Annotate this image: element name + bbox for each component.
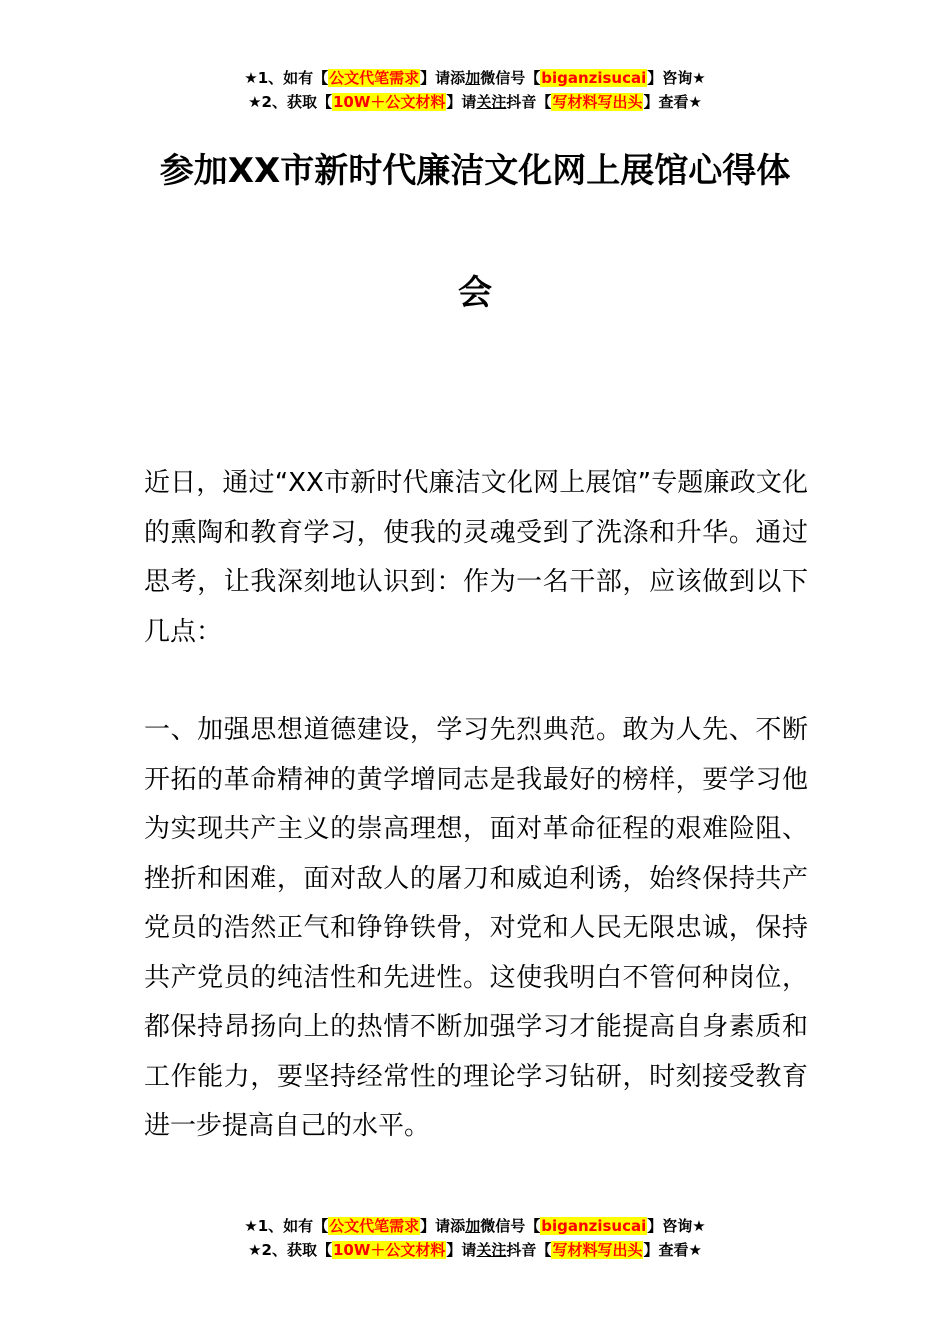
banner-emphasis: 关注 <box>476 1241 507 1259</box>
banner-text: ★1、如有【 <box>244 1217 329 1235</box>
banner-text: 】请添 <box>420 1217 466 1235</box>
banner-emphasis: 加 <box>465 69 481 87</box>
banner-highlight: 写材料写出头 <box>552 93 643 111</box>
banner-emphasis: 关注 <box>476 93 507 111</box>
banner-line-2 <box>0 1238 950 1262</box>
banner-text: 】请 <box>446 93 477 111</box>
banner-highlight: 公文代笔需求 <box>329 1217 420 1235</box>
banner-text: 】查看★ <box>643 93 702 111</box>
banner-highlight: 写材料写出头 <box>552 1241 643 1259</box>
banner-highlight: 公文代笔需求 <box>329 69 420 87</box>
banner-text: 】咨询★ <box>647 1217 706 1235</box>
header-banner <box>0 66 950 114</box>
banner-text: ★2、获取【 <box>248 93 332 111</box>
document-title-continuation: 会 <box>458 273 492 313</box>
banner-line-1 <box>0 1214 950 1238</box>
banner-highlight: 10W＋公文材料 <box>332 93 446 111</box>
banner-text: 抖音【 <box>506 1241 552 1259</box>
banner-text: 微信号【 <box>480 1217 541 1235</box>
banner-highlight: biganzisucai <box>541 1217 647 1235</box>
banner-emphasis: 加 <box>465 1217 481 1235</box>
banner-text: 】请 <box>446 1241 477 1259</box>
banner-text: 】咨询★ <box>647 69 706 87</box>
banner-text: 】请添 <box>420 69 466 87</box>
banner-line-1 <box>0 66 950 90</box>
banner-text: ★1、如有【 <box>244 69 329 87</box>
banner-text: 微信号【 <box>480 69 541 87</box>
banner-text: 抖音【 <box>506 93 552 111</box>
document-title: 参加XX市新时代廉洁文化网上展馆心得体 <box>159 151 791 191</box>
banner-text: 】查看★ <box>643 1241 702 1259</box>
body-paragraph-2: 一、加强思想道德建设，学习先烈典范。敢为人先、不断开拓的革命精神的黄学增同志是我最好的榜样，要学习他为实现共产主义的崇高理想，面对革命征程的艰难险阻、挫折和困难，面对敌人的屠刀和威迫利诱，始终保持共产党员的浩然正气和铮铮铁骨，对党和人民无限忠诚，保持共产党员的纯洁性和先进性。这使我明白不管何种岗位，都保持昂扬向上的热情不断加强学习才能提高自身素质和工作能力，要坚持经常性的理论学习钻研，时刻接受教育进一步提高自己的水平。 <box>144 715 808 1141</box>
banner-line-2 <box>0 90 950 114</box>
banner-highlight: biganzisucai <box>541 69 647 87</box>
footer-banner <box>0 1214 950 1262</box>
banner-text: ★2、获取【 <box>248 1241 332 1259</box>
banner-highlight: 10W＋公文材料 <box>332 1241 446 1259</box>
body-paragraph-1: 近日，通过“XX市新时代廉洁文化网上展馆”专题廉政文化的熏陶和教育学习，使我的灵魂受到了洗涤和升华。通过思考，让我深刻地认识到：作为一名干部，应该做到以下几点： <box>144 468 808 647</box>
